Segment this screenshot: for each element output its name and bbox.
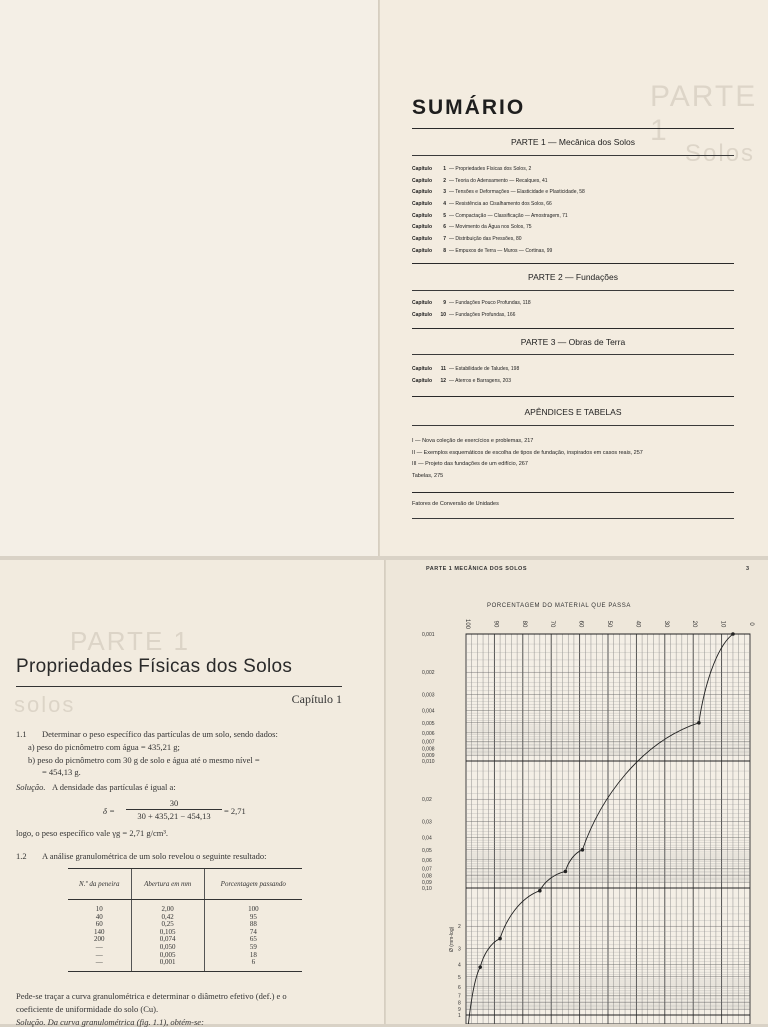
- appendix-entry: I — Nova coleção de exercícios e problemas, 217: [412, 438, 534, 444]
- y-tick-label: 8: [458, 1000, 461, 1007]
- toc-entry: [412, 246, 734, 258]
- chapter-label: Capítulo: [412, 236, 432, 243]
- chapter-number: 2: [443, 177, 446, 184]
- data-point: [538, 889, 542, 893]
- appendix-entry: Tabelas, 275: [412, 472, 444, 479]
- toc-entry: [412, 376, 734, 388]
- y-tick-label: 0,07: [422, 866, 432, 873]
- divider: [412, 354, 734, 355]
- x-tick-label: 0: [748, 622, 754, 626]
- page-number: 3: [746, 566, 750, 572]
- chapter-number: 9: [443, 300, 446, 306]
- chapter-number: 12: [440, 377, 446, 384]
- problem-item-b: b) peso do picnômetro com 30 g de solo e água até o mesmo nível =: [28, 755, 260, 765]
- chapter-label: Capítulo: [412, 300, 432, 306]
- equation-lhs: δ =: [103, 806, 115, 816]
- solution-text: A densidade das partículas é igual a:: [52, 782, 176, 792]
- chapter-title: — Distribuição das Pressões, 80: [449, 236, 522, 243]
- table-cell: 200: [94, 935, 105, 944]
- part-2-heading: PARTE 2 — Fundações: [528, 272, 618, 282]
- problem-item-b-continued: = 454,13 g.: [42, 767, 81, 777]
- equation-denominator: 30 + 435,21 − 454,13: [137, 811, 211, 821]
- table-cell: 0,050: [131, 944, 204, 952]
- y-tick-label: 0,006: [422, 730, 435, 737]
- table-cell: 40: [95, 912, 103, 921]
- divider: [412, 155, 734, 156]
- chapter-label: Capítulo: [412, 189, 432, 196]
- table-row: [68, 959, 302, 971]
- y-tick-label: 0,007: [422, 739, 435, 746]
- y-tick-label: 4: [458, 962, 461, 969]
- chapter-label: Capítulo: [412, 166, 432, 172]
- y-tick-label: 0,02: [422, 797, 432, 804]
- table-cell: —: [95, 950, 103, 959]
- y-tick-label: 0,004: [422, 708, 435, 715]
- divider: [412, 425, 734, 426]
- part-3-chapter-list: [412, 364, 734, 387]
- table-cell: 0,105: [131, 929, 204, 937]
- chapter-label: Capítulo: [412, 247, 432, 254]
- table-cell: 88: [204, 921, 302, 929]
- data-point: [564, 870, 568, 874]
- sieve-analysis-table: [68, 868, 302, 972]
- chapter-label: Capítulo 1: [291, 692, 342, 706]
- chapter-label: Capítulo: [412, 201, 432, 208]
- y-tick-label: 7: [458, 993, 461, 1000]
- data-point: [478, 965, 482, 969]
- part-1-chapter-list: [412, 164, 734, 258]
- appendix-entry: II — Exemplos esquemáticos de escolha de tipos de fundação, inspirados em casos reais, 257: [412, 449, 643, 456]
- data-point: [498, 937, 502, 941]
- toc-entry: [412, 164, 734, 176]
- chapter-label: Capítulo: [412, 224, 432, 231]
- fraction-bar: [126, 809, 222, 810]
- chapter-label: Capítulo: [412, 212, 432, 219]
- chapter-title: — Propriedades Físicas dos Solos, 2: [449, 166, 532, 172]
- ghost-show-through-title: PARTE 1: [650, 80, 758, 147]
- chapter-title: — Empuxos de Terra — Muros — Cortinas, 99: [449, 247, 553, 254]
- table-cell: 65: [204, 936, 302, 944]
- table-row: [68, 936, 302, 944]
- y-tick-label: 0,04: [422, 835, 432, 842]
- y-tick-label: 0,08: [422, 873, 432, 880]
- y-tick-label: 0,03: [422, 819, 432, 826]
- toc-entry: [412, 364, 734, 376]
- table-cell: 2,00: [131, 900, 204, 914]
- y-tick-label: 1: [458, 1013, 461, 1019]
- table-cell: 0,42: [131, 914, 204, 922]
- chapter-title: Propriedades Físicas dos Solos: [16, 656, 293, 677]
- ghost-show-through-word: solos: [14, 692, 76, 717]
- y-axis-title: Ø (mm-log): [449, 926, 455, 952]
- table-cell: 0,074: [131, 936, 204, 944]
- paragraph-line: Solução. Da curva granulométrica (fig. 1.1), obtém-se:: [16, 1017, 204, 1027]
- divider: [412, 518, 734, 519]
- data-point: [731, 632, 735, 636]
- ghost-show-through-subtitle: Solos: [685, 140, 756, 167]
- x-tick-label: 40: [634, 620, 641, 628]
- x-tick-label: 50: [606, 620, 612, 628]
- grain-size-chart: [400, 612, 768, 1024]
- y-tick-label: 0,09: [422, 880, 432, 887]
- appendices-list: [412, 436, 734, 482]
- table-cell: 95: [204, 914, 302, 922]
- chapter-title: — Estabilidade de Taludes, 198: [449, 366, 520, 372]
- solution-label: Solução.: [16, 782, 46, 792]
- y-tick-label: 0,009: [422, 753, 435, 760]
- problem-text: A análise granulométrica de um solo revelou o seguinte resultado:: [42, 851, 267, 861]
- divider: [412, 263, 734, 264]
- table-cell: 59: [204, 944, 302, 952]
- appendix-entry: III — Projeto das fundações de um edifício, 267: [412, 461, 528, 467]
- y-tick-label: 0,06: [422, 857, 432, 864]
- chapter-number: 4: [443, 201, 446, 208]
- chapter-title: — Fundações Profundas, 166: [449, 311, 516, 318]
- data-point: [581, 848, 585, 852]
- x-tick-label: 70: [549, 620, 556, 628]
- running-header: PARTE 1 MECÂNICA DOS SOLOS: [426, 566, 528, 572]
- y-tick-label: 6: [458, 984, 461, 991]
- table-cell: —: [68, 959, 131, 971]
- y-tick-label: 0,008: [422, 746, 435, 753]
- equation-rhs: = 2,71: [224, 806, 246, 816]
- chapter-title: — Movimento da Água nos Solos, 75: [449, 224, 532, 231]
- chapter-title: — Resistência ao Cisalhamento dos Solos, 66: [449, 201, 552, 208]
- toc-entry: [412, 298, 734, 310]
- chapter-number: 8: [443, 247, 446, 254]
- toc-entry: [412, 222, 734, 234]
- chapter-label: Capítulo: [412, 311, 432, 318]
- problem-number: 1.1: [16, 729, 27, 739]
- y-tick-label: 0,05: [422, 847, 432, 854]
- y-tick-label: 5: [458, 974, 461, 981]
- toc-entry: [412, 211, 734, 223]
- table-row: [68, 952, 302, 960]
- chapter-label: Capítulo: [412, 377, 432, 384]
- divider: [412, 396, 734, 397]
- divider: [412, 290, 734, 291]
- x-tick-label: 60: [577, 620, 584, 628]
- ghost-show-through-part: PARTE 1: [70, 626, 190, 656]
- equation-numerator: 30: [169, 798, 179, 808]
- divider: [412, 128, 734, 129]
- chapter-title: — Aterros e Barragens, 203: [449, 377, 511, 384]
- appendices-heading: APÊNDICES E TABELAS: [524, 407, 622, 417]
- data-point: [697, 721, 701, 725]
- x-tick-label: 20: [691, 620, 698, 628]
- toc-entry: [412, 199, 734, 211]
- chart-title: PORCENTAGEM DO MATERIAL QUE PASSA: [487, 603, 631, 609]
- table-cell: 100: [204, 900, 302, 914]
- chapter-number: 11: [440, 366, 446, 372]
- x-tick-label: 10: [719, 620, 726, 628]
- table-header: Porcentagem passando: [204, 869, 302, 900]
- x-tick-label: 80: [520, 620, 527, 628]
- chapter-label: Capítulo: [412, 177, 432, 184]
- conversion-factors-entry: Fatores de Conversão de Unidades: [412, 501, 499, 507]
- chapter-number: 10: [440, 311, 446, 318]
- problem-text: Determinar o peso específico das partículas de um solo, sendo dados:: [42, 729, 278, 739]
- table-cell: 18: [204, 952, 302, 960]
- chapter-label: Capítulo: [412, 366, 432, 372]
- x-tick-label: 90: [492, 620, 499, 628]
- chapter-title-rule: [16, 686, 342, 687]
- chapter-title: — Teoria do Adensamento — Recalques, 41: [449, 177, 548, 184]
- blank-page: [0, 0, 378, 556]
- part-2-chapter-list: [412, 298, 734, 321]
- specific-weight-text: logo, o peso específico vale γg = 2,71 g/cm³.: [16, 828, 169, 838]
- table-cell: 74: [204, 929, 302, 937]
- table-cell: 0,001: [131, 959, 204, 971]
- part-3-heading: PARTE 3 — Obras de Terra: [520, 337, 626, 347]
- toc-entry: [412, 310, 734, 322]
- table-cell: 0,25: [131, 921, 204, 929]
- table-row: [68, 944, 302, 952]
- chapter-title: — Fundações Pouco Profundas, 118: [449, 300, 531, 306]
- problem-number: 1.2: [16, 851, 27, 861]
- table-header: N.º da peneira: [68, 869, 131, 900]
- part-1-heading: PARTE 1 — Mecânica dos Solos: [511, 137, 635, 147]
- y-tick-label: 2: [458, 924, 461, 931]
- x-tick-label: 100: [464, 618, 470, 630]
- chapter-title: — Tensões e Deformações — Elasticidade e Plasticidade, 58: [449, 189, 585, 196]
- chapter-number: 1: [443, 166, 446, 172]
- summary-title: SUMÁRIO: [412, 96, 526, 119]
- table-cell: 10: [95, 905, 103, 913]
- table-cell: —: [95, 942, 103, 951]
- divider: [412, 492, 734, 493]
- table-cell: 6: [204, 959, 302, 971]
- table-header: Abertura em mm: [131, 869, 204, 900]
- problem-item-a: a) peso do picnômetro com água = 435,21 g;: [28, 742, 180, 752]
- divider: [412, 328, 734, 329]
- toc-entry: [412, 187, 734, 199]
- table-cell: 60: [95, 920, 103, 929]
- x-tick-label: 30: [662, 620, 669, 628]
- chapter-number: 3: [443, 189, 446, 196]
- y-tick-label: 0,10: [422, 886, 432, 892]
- summary-page: [380, 0, 768, 556]
- y-tick-label: 0,001: [422, 632, 435, 638]
- y-tick-label: 0,010: [422, 759, 435, 765]
- chapter-title: — Compactação — Classificação — Amostragem, 71: [449, 212, 568, 219]
- table-row: [68, 914, 302, 922]
- paragraph-line: Pede-se traçar a curva granulométrica e determinar o diâmetro efetivo (def.) e o: [16, 991, 287, 1001]
- y-tick-label: 0,005: [422, 720, 435, 727]
- table-row: [68, 900, 302, 914]
- toc-entry: [412, 234, 734, 246]
- y-tick-label: 0,002: [422, 670, 435, 677]
- y-tick-label: 3: [458, 946, 461, 953]
- toc-entry: [412, 176, 734, 188]
- table-cell: 0,005: [131, 952, 204, 960]
- chapter-number: 6: [443, 224, 446, 231]
- table-cell: 140: [94, 927, 105, 936]
- y-tick-label: 9: [458, 1007, 461, 1014]
- chapter-number: 5: [443, 212, 446, 219]
- y-tick-label: 0,003: [422, 692, 435, 699]
- paragraph-line: coeficiente de uniformidade do solo (Cu).: [16, 1004, 159, 1014]
- chapter-number: 7: [443, 236, 446, 243]
